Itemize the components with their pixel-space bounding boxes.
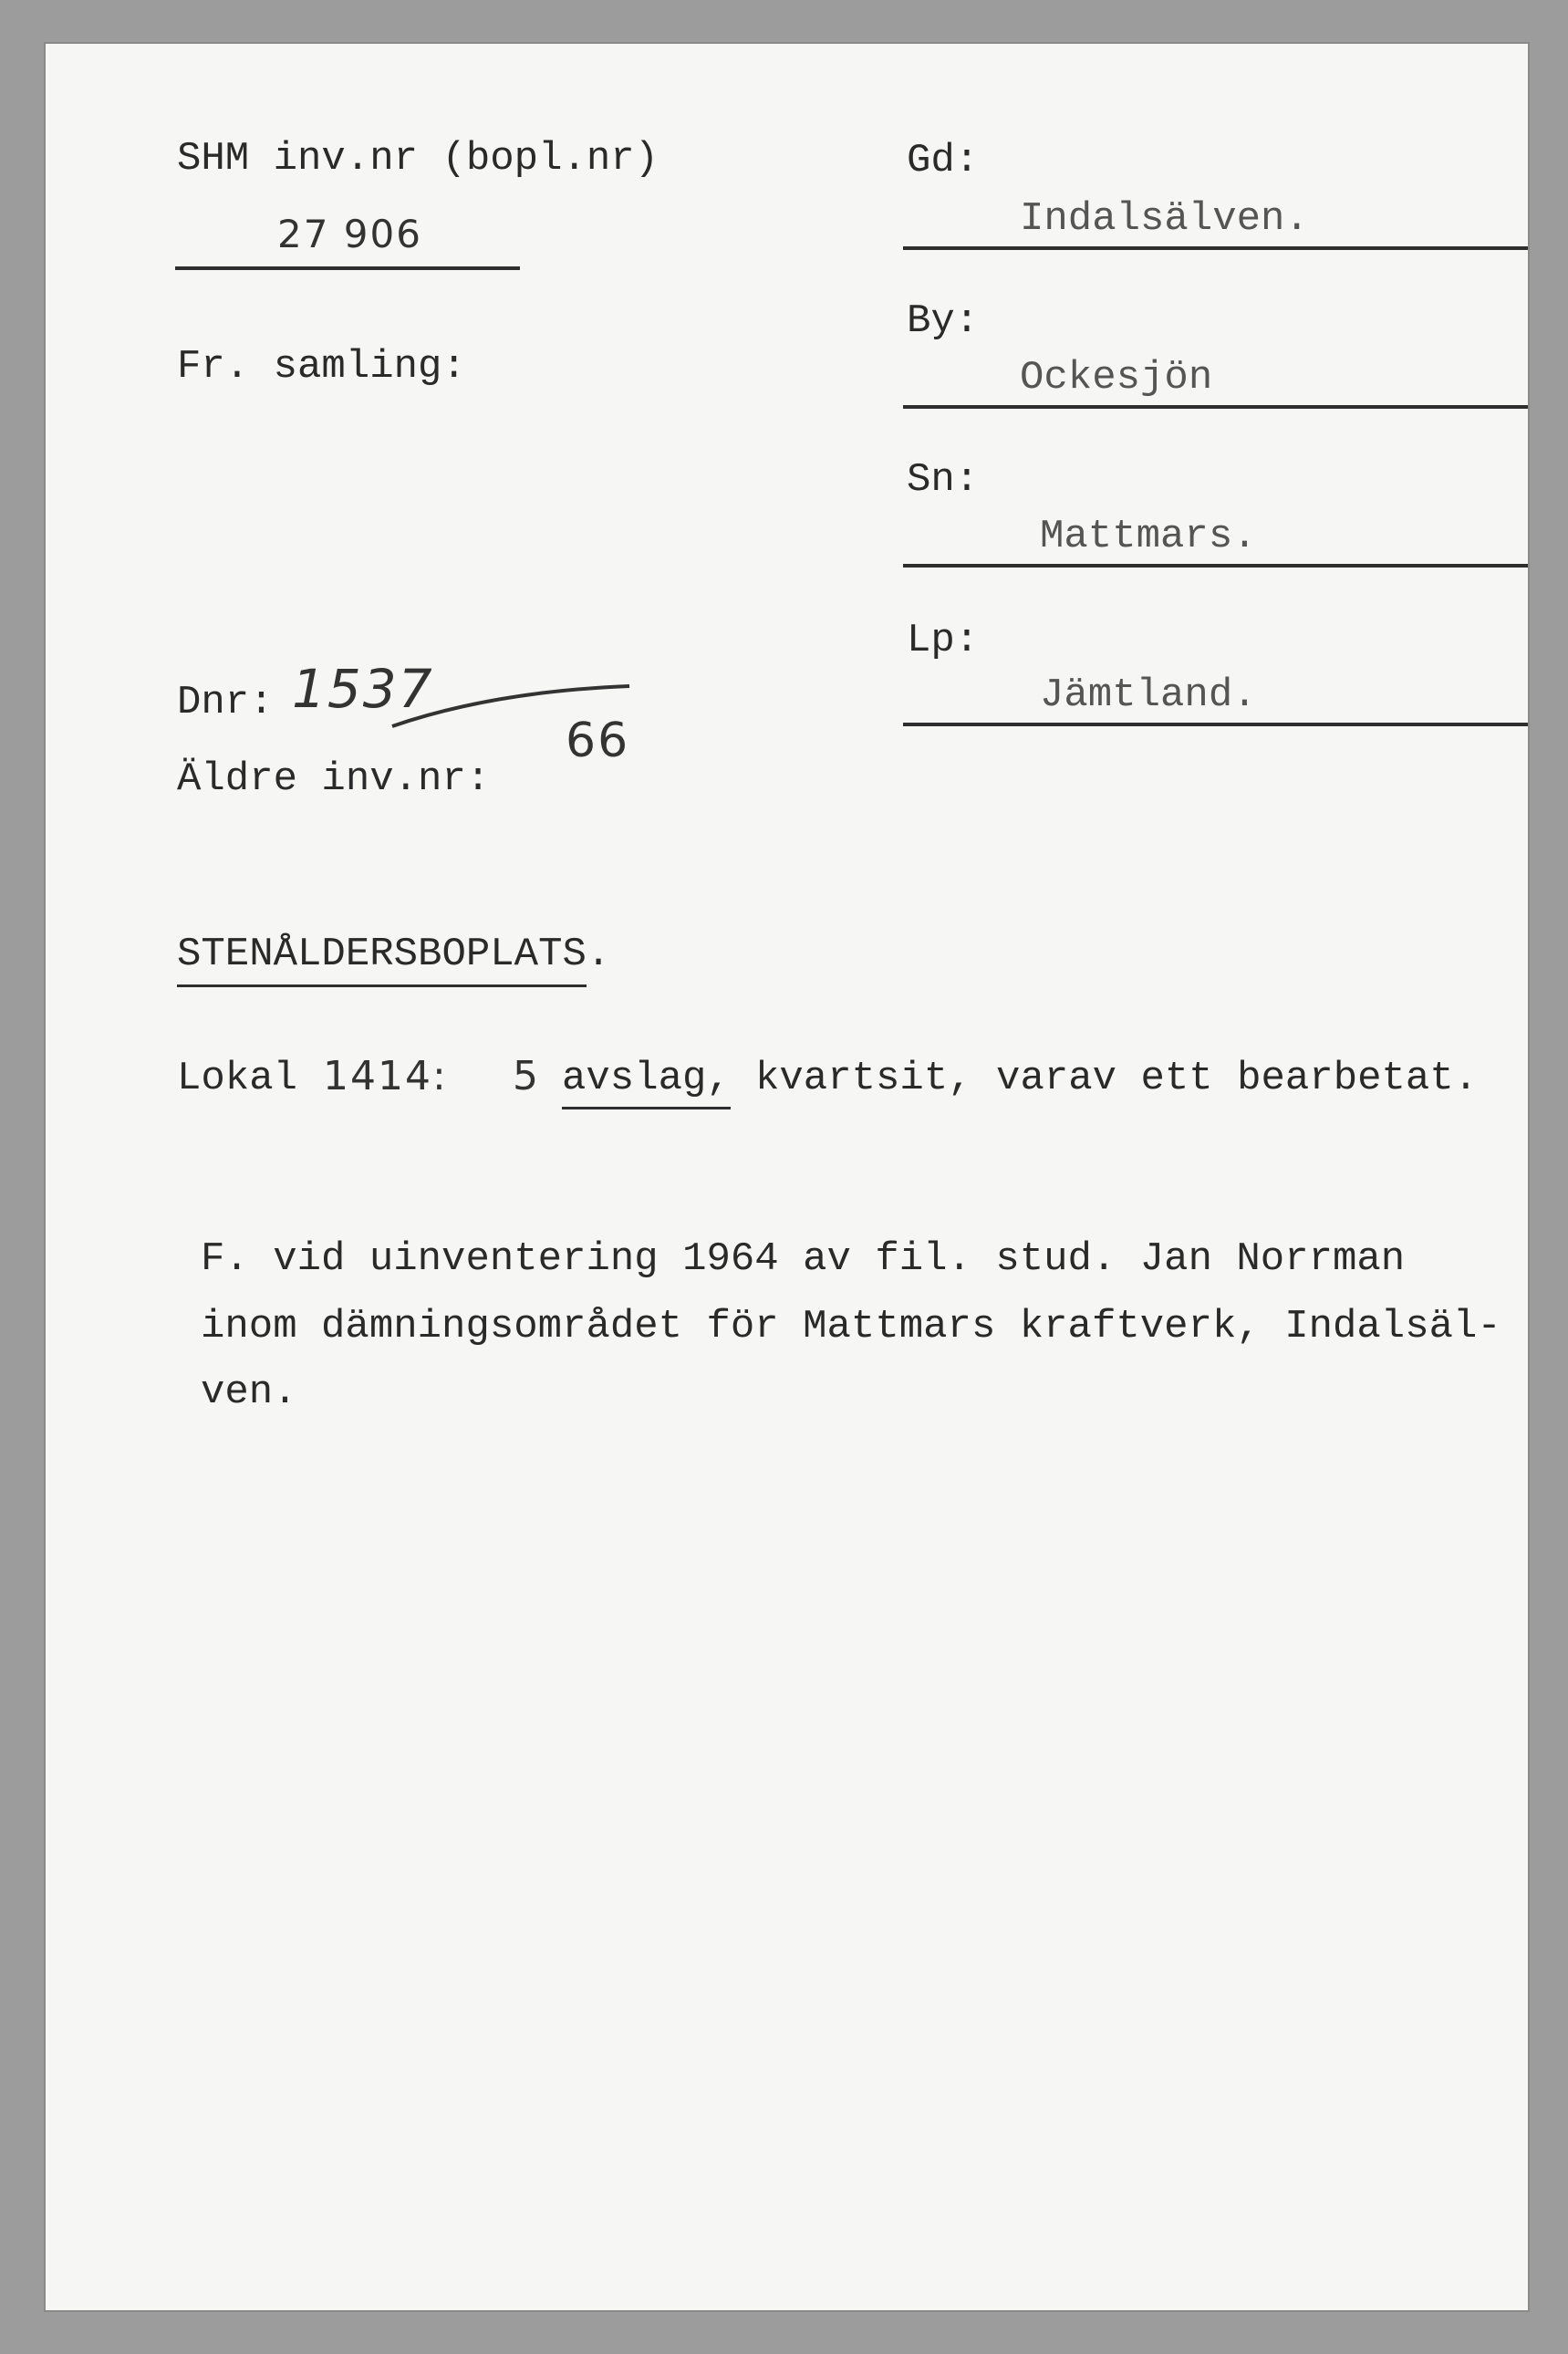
by-value: Ockesjön — [1020, 355, 1213, 401]
find-count: 5 — [513, 1053, 540, 1099]
inv-number-underline — [175, 266, 520, 270]
catalog-card — [46, 44, 1528, 2310]
gd-rule — [903, 246, 1528, 250]
sn-value: Mattmars. — [1040, 514, 1257, 559]
find-item — [562, 1058, 731, 1099]
inv-label: SHM inv.nr (bopl.nr) — [177, 136, 659, 182]
site-heading-dot: . — [586, 932, 611, 977]
site-heading-text: STENÅLDERSBOPLATS — [177, 932, 587, 987]
dnr-number: 1537 — [292, 658, 434, 720]
site-heading — [177, 932, 611, 977]
lokal-number: 1414: — [323, 1053, 448, 1099]
fr-samling-label: Fr. samling: — [177, 344, 466, 390]
find-description: kvartsit, varav ett bearbetat. — [755, 1056, 1479, 1101]
lp-rule — [903, 723, 1528, 726]
dnr-label: Dnr: — [177, 680, 274, 725]
sn-rule — [903, 564, 1528, 568]
lp-value: Jämtland. — [1040, 672, 1257, 718]
note-line-1: F. vid uinventering 1964 av fil. stud. Jan Norrman — [201, 1236, 1406, 1282]
lp-label: Lp: — [907, 618, 980, 663]
dnr-year: 66 — [566, 713, 630, 768]
gd-label: Gd: — [907, 138, 980, 183]
by-label: By: — [907, 298, 980, 344]
aldre-inv-label: Äldre inv.nr: — [177, 756, 491, 802]
sn-label: Sn: — [907, 457, 980, 503]
gd-value: Indalsälven. — [1020, 196, 1309, 242]
find-item-text: avslag, — [562, 1056, 731, 1109]
note-line-2: inom dämningsområdet för Mattmars kraftverk, Indalsäl- — [201, 1304, 1501, 1349]
inv-number: 27 906 — [277, 212, 422, 256]
lokal-label: Lokal — [177, 1056, 298, 1101]
by-rule — [903, 405, 1528, 409]
note-line-3: ven. — [201, 1370, 297, 1415]
